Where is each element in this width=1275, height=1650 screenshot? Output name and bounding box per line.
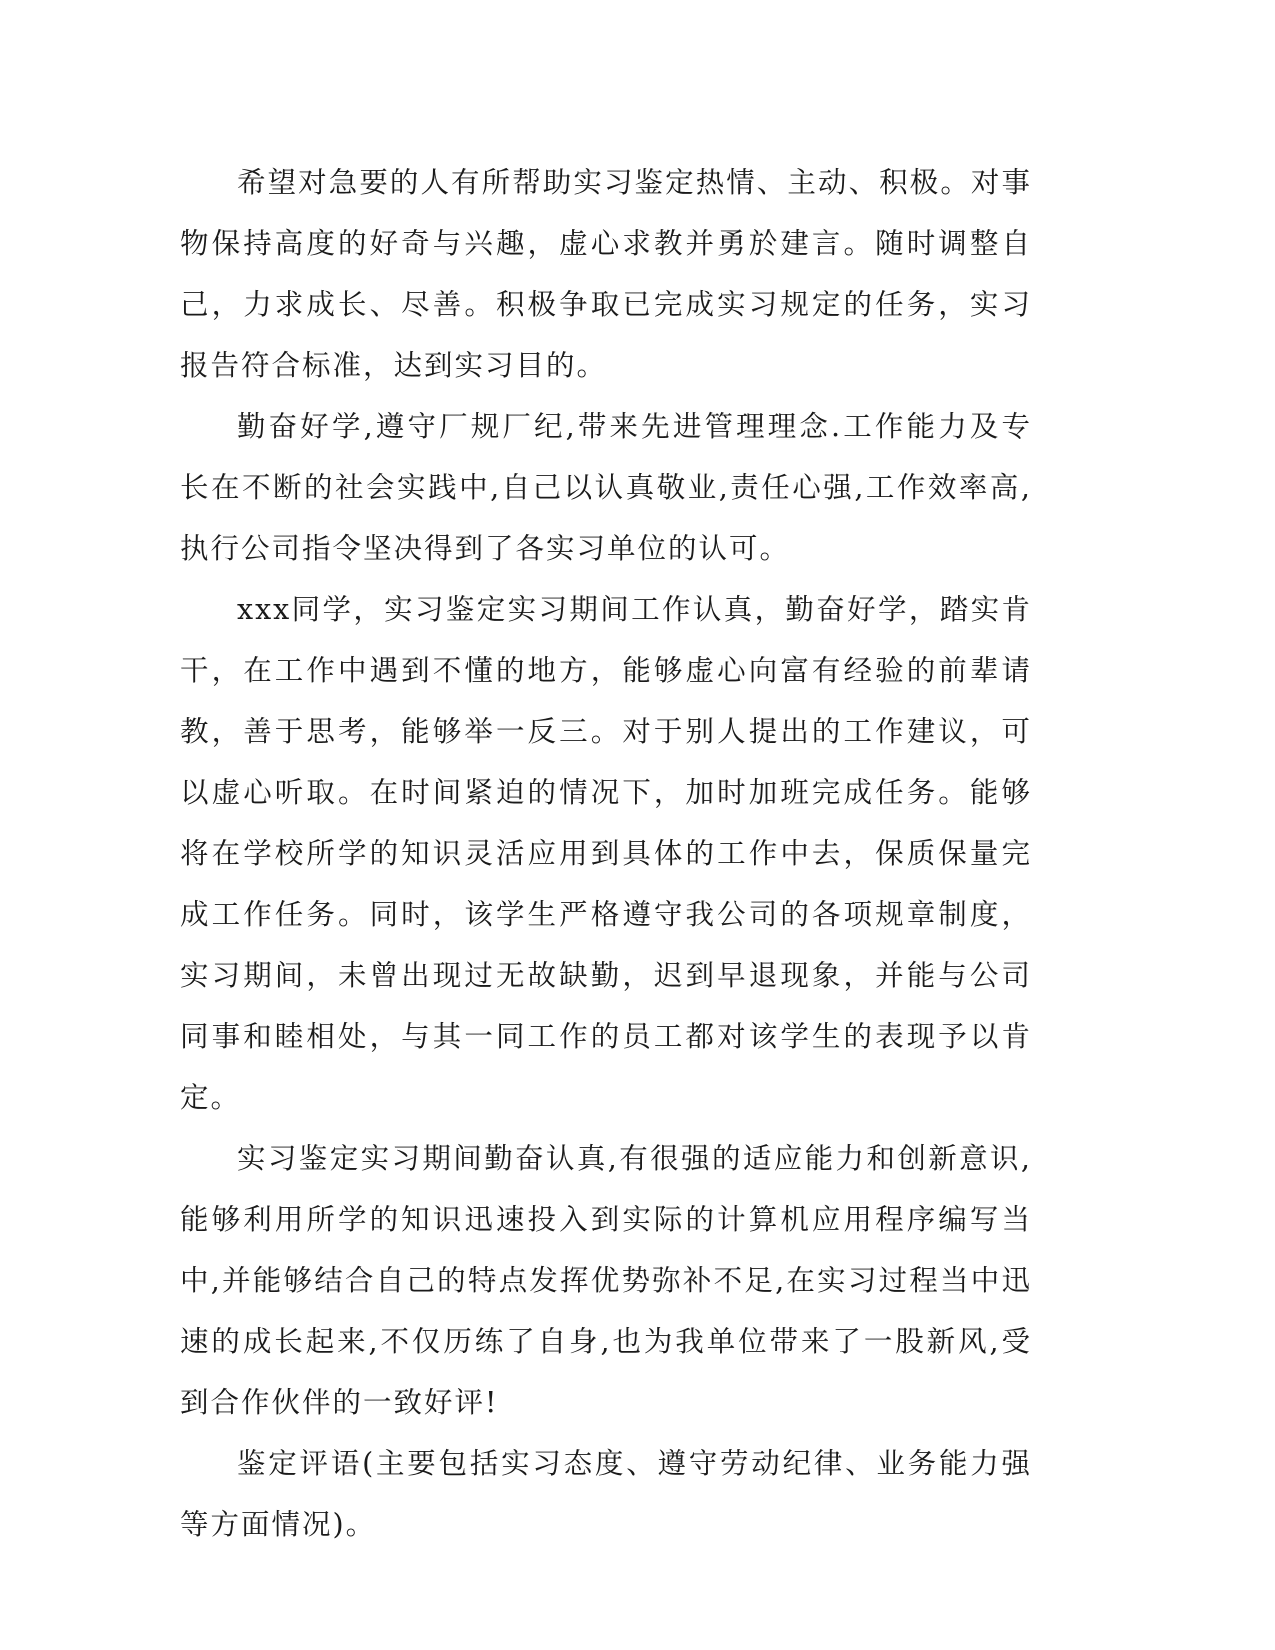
document-body <box>180 152 1032 1555</box>
paragraph-3: xxx同学，实习鉴定实习期间工作认真，勤奋好学，踏实肯干，在工作中遇到不懂的地方，能够虚心向富有经验的前辈请教，善于思考，能够举一反三。对于别人提出的工作建议，可以虚心听取。在时间紧迫的情况下，加时加班完成任务。能够将在学校所学的知识灵活应用到具体的工作中去，保质保量完成工作任务。同时，该学生严格遵守我公司的各项规章制度，实习期间，未曾出现过无故缺勤，迟到早退现象，并能与公司同事和睦相处，与其一同工作的员工都对该学生的表现予以肯定。 <box>180 593 1032 1114</box>
paragraph-2: 勤奋好学,遵守厂规厂纪,带来先进管理理念.工作能力及专长在不断的社会实践中,自己以认真敬业,责任心强,工作效率高,执行公司指令坚决得到了各实习单位的认可。 <box>180 410 1032 565</box>
paragraph-4: 实习鉴定实习期间勤奋认真,有很强的适应能力和创新意识,能够利用所学的知识迅速投入到实际的计算机应用程序编写当中,并能够结合自己的特点发挥优势弥补不足,在实习过程当中迅速的成长起来,不仅历练了自身,也为我单位带来了一股新风,受到合作伙伴的一致好评! <box>180 1142 1032 1419</box>
paragraph-1: 希望对急要的人有所帮助实习鉴定热情、主动、积极。对事物保持高度的好奇与兴趣，虚心求教并勇於建言。随时调整自己，力求成长、尽善。积极争取已完成实习规定的任务，实习报告符合标准，达到实习目的。 <box>180 166 1032 382</box>
paragraph-5: 鉴定评语(主要包括实习态度、遵守劳动纪律、业务能力强等方面情况)。 <box>180 1447 1032 1541</box>
